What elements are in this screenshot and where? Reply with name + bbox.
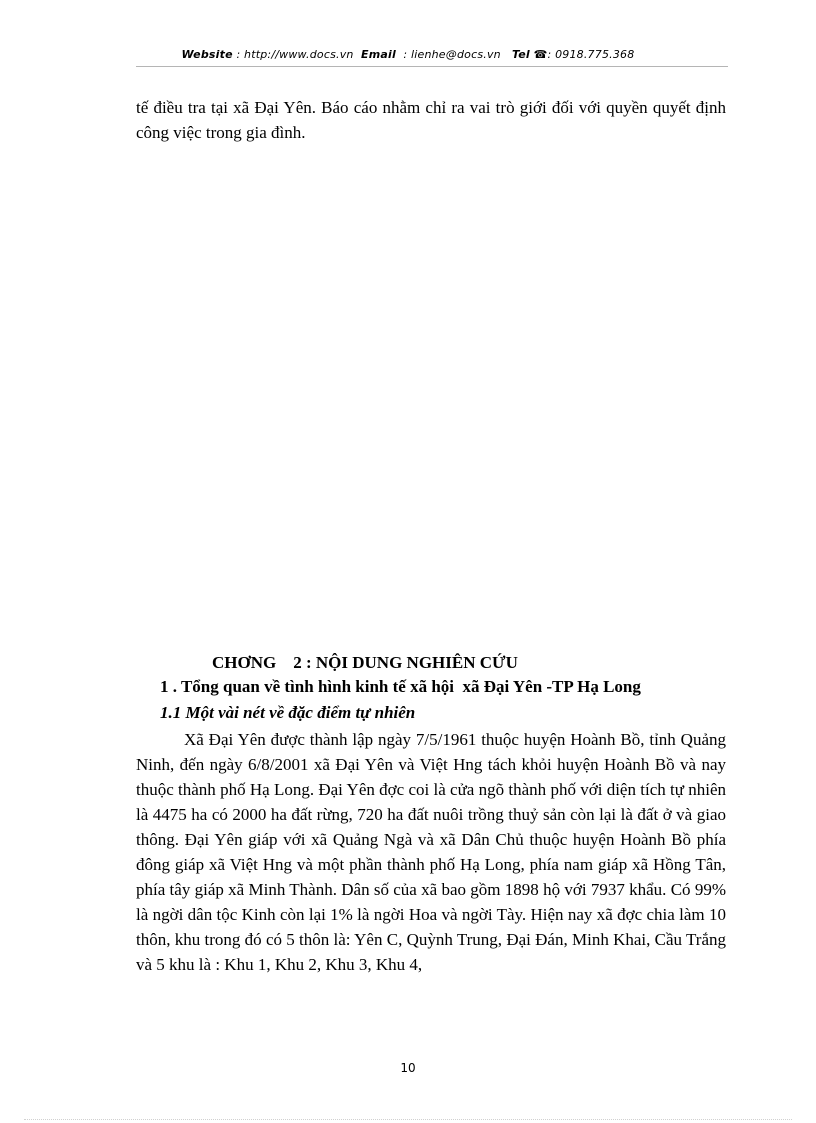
page-number: 10 xyxy=(400,1061,416,1075)
website-url: : http://www.docs.vn xyxy=(236,48,354,61)
email-label: Email xyxy=(361,48,396,61)
email-address: : lienhe@docs.vn xyxy=(403,48,501,61)
page-bottom-edge xyxy=(24,1119,792,1120)
intro-paragraph: tế điều tra tại xã Đại Yên. Báo cáo nhằm chỉ ra vai trò giới đối với quyền quyết định công việc trong gia đình. xyxy=(136,98,726,142)
section-title: 1 . Tổng quan về tình hình kinh tế xã hội xã Đại Yên -TP Hạ Long xyxy=(160,677,641,696)
website-label: Website xyxy=(181,48,233,61)
chapter-title: CHƠNG 2 : NỘI DUNG NGHIÊN CỨU xyxy=(212,653,518,672)
header-divider xyxy=(136,66,728,67)
main-paragraph: Xã Đại Yên được thành lập ngày 7/5/1961 thuộc huyện Hoành Bồ, tỉnh Quảng Ninh, đến ngày 6/8/2001 xã Đại Yên và Việt Hng tách khỏi huyện Hoành Bồ và nay thuộc thành phố Hạ Long. Đại Yên đợc coi là cửa ngõ thành phố với diện tích tự nhiên là 4475 ha có 2000 ha đất rừng, 720 ha đất nuôi trồng thuỷ sản còn lại là đất ở và giao thông. Đại Yên giáp với xã Quảng Ngà và xã Dân Chủ thuộc huyện Hoành Bồ phía đông giáp xã Việt Hng và một phần thành phố Hạ Long, phía nam giáp xã Hồng Tân, phía tây giáp xã Minh Thành. Dân số của xã bao gồm 1898 hộ với 7937 khẩu. Có 99% là ngời dân tộc Kinh còn lại 1% là ngời Hoa và ngời Tày. Hiện nay xã đợc chia làm 10 thôn, khu trong đó có 5 thôn là: Yên C, Quỳnh Trung, Đại Đán, Minh Khai, Cầu Trắng và 5 khu là : Khu 1, Khu 2, Khu 3, Khu 4, xyxy=(136,730,726,974)
subsection-title: 1.1 Một vài nét về đặc điểm tự nhiên xyxy=(160,703,416,722)
phone-icon: ☎ xyxy=(533,48,548,61)
page-header xyxy=(0,48,816,61)
tel-number: : 0918.775.368 xyxy=(547,48,635,61)
tel-label: Tel xyxy=(511,48,530,61)
